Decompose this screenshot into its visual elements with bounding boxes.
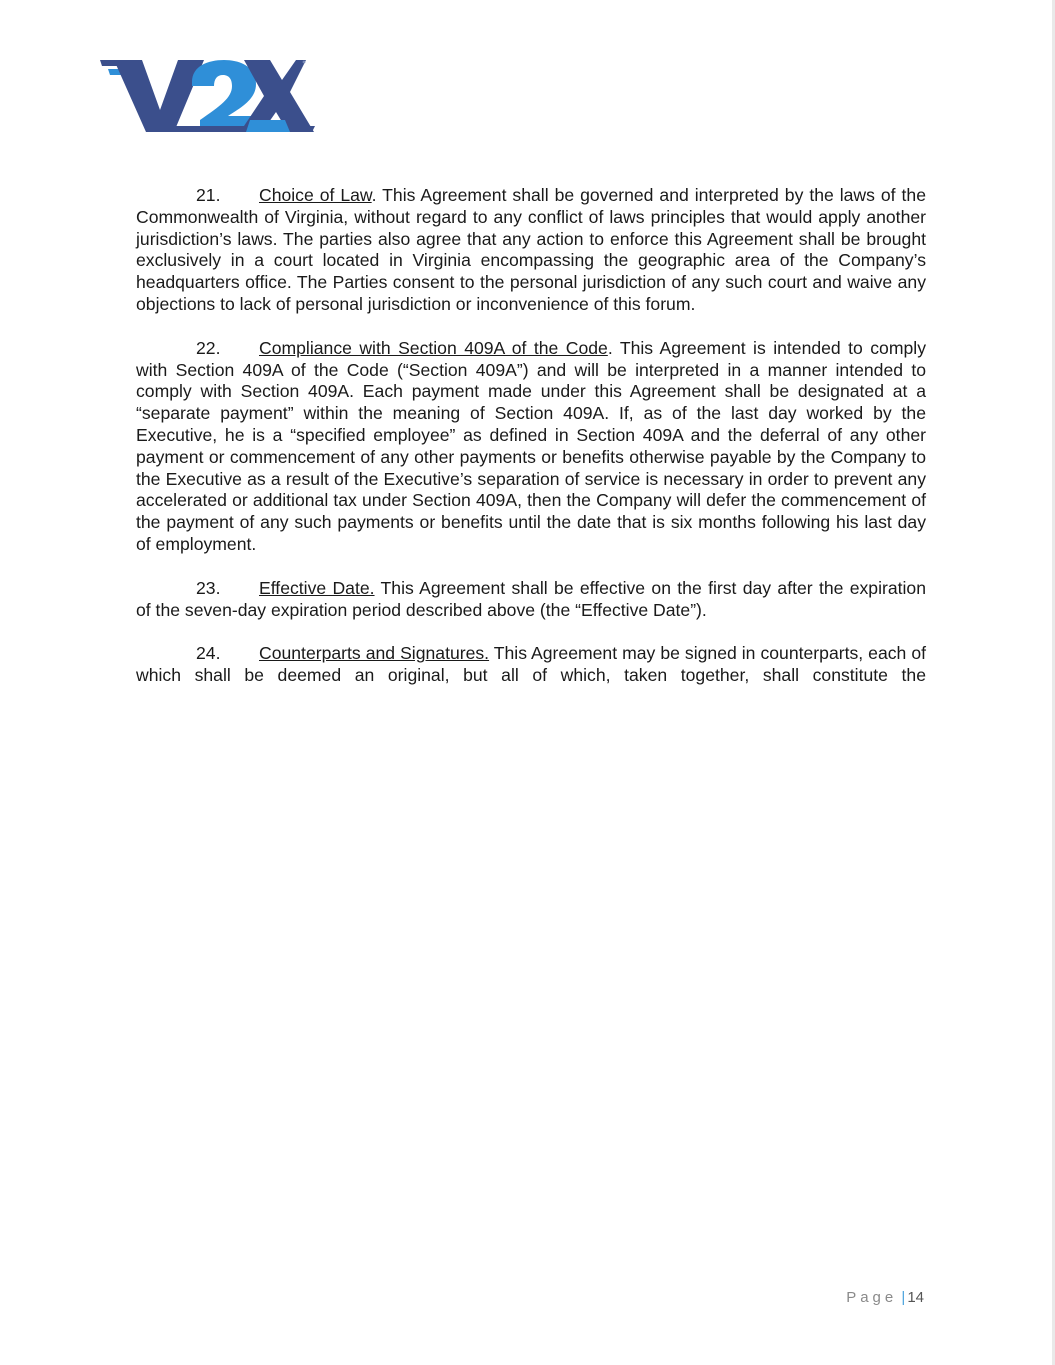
v2x-logo	[100, 58, 315, 134]
section-body: This Agreement may be signed in counterparts, each of which shall be deemed an original, but all of which, taken together, shall constitute the	[136, 643, 926, 686]
section-23	[136, 578, 926, 622]
page-separator: |	[901, 1289, 906, 1306]
section-heading: Choice of Law	[259, 185, 372, 205]
page-footer	[846, 1289, 924, 1306]
page-number: 14	[907, 1289, 924, 1306]
section-number: 23.	[196, 577, 221, 598]
section-heading-punct: .	[607, 337, 613, 358]
section-number: 21.	[196, 185, 221, 205]
section-22	[136, 338, 926, 556]
section-heading-punct: .	[371, 185, 377, 205]
section-number: 24.	[196, 643, 221, 664]
section-24	[136, 643, 926, 687]
section-number: 22.	[196, 337, 221, 358]
section-heading: Counterparts and Signatures.	[259, 643, 490, 664]
section-heading: Effective Date.	[259, 577, 375, 598]
agreement-body	[136, 185, 926, 709]
page-label: Page	[846, 1289, 898, 1306]
section-body: This Agreement shall be effective on the first day after the expiration of the seven-day expiration period described above (the “Effective Date”).	[136, 577, 927, 620]
v2x-logo-mark	[100, 58, 315, 134]
section-heading: Compliance with Section 409A of the Code	[259, 337, 608, 358]
section-body: This Agreement shall be governed and interpreted by the laws of the Commonwealth of Virginia, without regard to any conflict of laws principles that would apply another jurisdiction’s laws. The parties also agree that any action to enforce this Agreement shall be brought exclusively in a court located in Virginia encompassing the geographic area of the Company’s headquarters office. The Parties consent to the personal jurisdiction of any such court and waive any objections to lack of personal jurisdiction or inconvenience of this forum.	[136, 185, 926, 314]
section-21	[136, 185, 926, 316]
section-body: This Agreement is intended to comply with Section 409A of the Code (“Section 409A”) and will be interpreted in a manner intended to comply with Section 409A. Each payment made under this Agreement shall be designated at a “separate payment” within the meaning of Section 409A. If, as of the last day worked by the Executive, he is a “specified employee” as defined in Section 409A and the deferral of any other payment or commencement of any other payments or benefits otherwise payable by the Company to the Executive as a result of the Executive’s separation of service is necessary in order to prevent any accelerated or additional tax under Section 409A, then the Company will defer the commencement of the payment of any such payments or benefits until the date that is six months following his last day of employment.	[136, 337, 926, 554]
